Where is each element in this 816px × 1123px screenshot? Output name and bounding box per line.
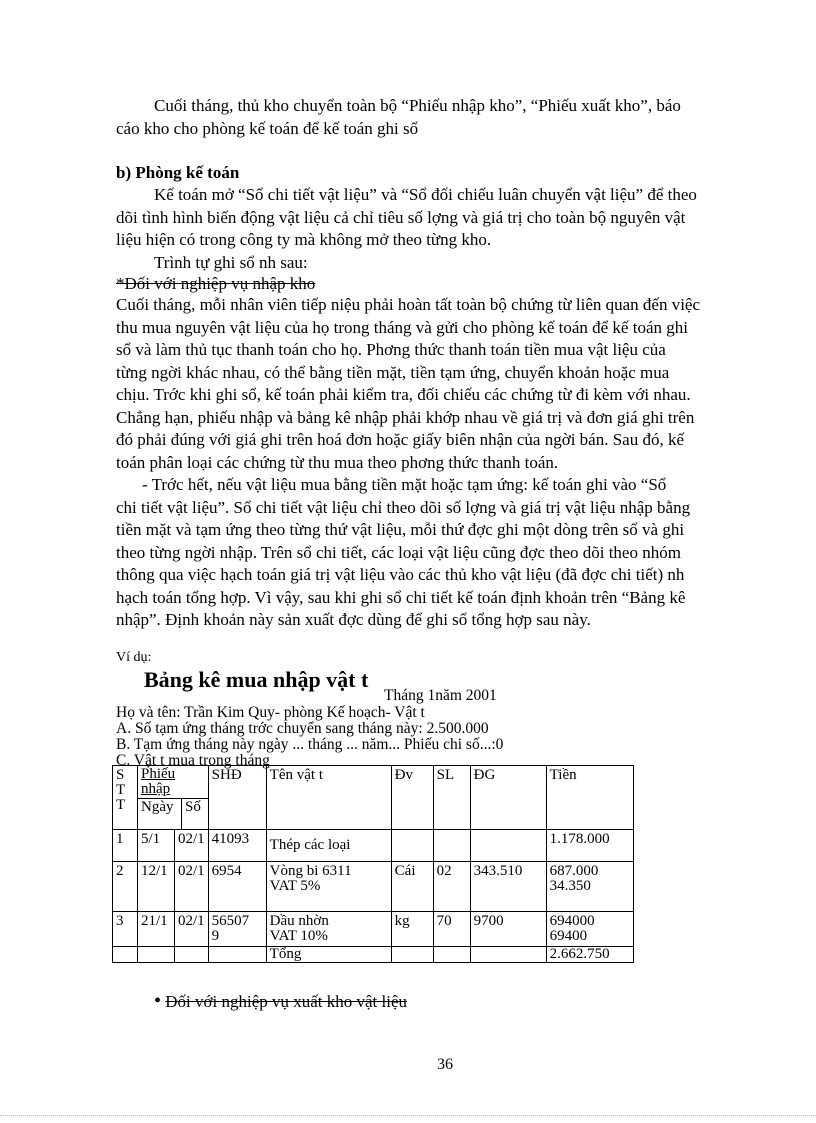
purchase-table	[112, 765, 634, 963]
cell-sl: 02	[433, 862, 470, 912]
header-tien: Tiền	[546, 766, 633, 830]
cell-stt: 3	[113, 912, 138, 947]
para2-line: toán phân loại các chứng từ thu mua theo phơng thức thanh toán.	[116, 452, 559, 472]
line-a: A. Số tạm ứng tháng trớc chuyển sang tháng này: 2.500.000	[116, 720, 489, 737]
page-number: 36	[437, 1056, 453, 1073]
cell-dv	[391, 830, 433, 862]
table-row	[113, 830, 634, 862]
paragraph-3	[116, 474, 778, 632]
section-heading: b) Phòng kế toán	[116, 163, 240, 182]
cell-ten: Dầu nhờn VAT 10%	[266, 912, 391, 947]
header-dg: ĐG	[470, 766, 546, 830]
bullet-icon: •	[154, 990, 162, 1012]
header-ngay: Ngày	[138, 799, 182, 829]
cell-tien: 687.000 34.350	[546, 862, 633, 912]
cell-dv: Cái	[391, 862, 433, 912]
cell-dg	[470, 830, 546, 862]
table-month: Tháng 1năm 2001	[384, 687, 497, 704]
table-header-row	[113, 766, 634, 830]
cell-tien: 1.178.000	[546, 830, 633, 862]
paragraph-2	[116, 294, 778, 474]
para2-line: Chẳng hạn, phiếu nhập và bảng kê nhập phải khớp nhau về giá trị và đơn giá ghi trên	[116, 407, 695, 427]
line-c: C. Vật t mua trong tháng	[116, 752, 270, 769]
cell-stt: 2	[113, 862, 138, 912]
header-ten: Tên vật t	[266, 766, 391, 830]
cell-dg: 343.510	[470, 862, 546, 912]
cell-shd: 6954	[208, 862, 266, 912]
para3-line: hạch toán tổng hợp. Vì vậy, sau khi ghi sổ chi tiết kế toán định khoản trên “Bảng kê	[116, 587, 686, 607]
para3-line: tiền mặt và tạm ứng theo từng thứ vật liệu, mỗi thứ đợc ghi một dòng trên sổ và ghi	[116, 520, 685, 539]
header-dv: Đv	[391, 766, 433, 830]
para3-line: nhập”. Định khoản này sản xuất đợc dùng để ghi sổ tổng hợp sau này.	[116, 610, 591, 629]
name-line: Họ và tên: Trần Kim Quy- phòng Kế hoạch- Vật t	[116, 704, 425, 721]
para2-line: Cuối tháng, mỗi nhân viên tiếp niệu phải hoàn tất toàn bộ chứng từ liên quan đến việc	[116, 295, 701, 314]
subheading-import: *Đối với nghiệp vụ nhập kho	[116, 274, 316, 293]
cell-so: 02/1	[175, 862, 209, 912]
cell-tien: 694000 69400	[546, 912, 633, 947]
para1-line: Kế toán mở “Sổ chi tiết vật liệu” và “Sổ đối chiếu luân chuyển vật liệu” để theo	[154, 185, 697, 204]
table-total-row	[113, 947, 634, 963]
table-title: Bảng kê mua nhập vật t	[144, 667, 369, 692]
cell-ten: Vòng bi 6311 VAT 5%	[266, 862, 391, 912]
paragraph-1	[116, 184, 778, 252]
cell-ngay: 21/1	[138, 912, 175, 947]
header-sl: SL	[433, 766, 470, 830]
para1-line: dõi tình hình biến động vật liệu cả chỉ tiêu số lợng và giá trị cho toàn bộ nguyên vật	[116, 207, 686, 227]
para3-line: chi tiết vật liệu”. Sổ chi tiết vật liệu chỉ theo dõi số lợng và giá trị vật liệu nhập bằng	[116, 497, 691, 517]
para3-line: theo từng ngời nhập. Trên sổ chi tiết, các loại vật liệu cũng đợc theo dõi theo nhóm	[116, 542, 681, 562]
para2-line: chịu. Trớc khi ghi sổ, kế toán phải kiểm tra, đối chiếu các chứng từ đi kèm với nhau.	[116, 385, 691, 404]
cell-sl: 70	[433, 912, 470, 947]
example-label: Ví dụ:	[116, 650, 152, 665]
header-stt: S T T	[113, 766, 138, 830]
para2-line: sổ và làm thủ tục thanh toán cho họ. Phơng thức thanh toán tiền mua vật liệu của	[116, 340, 666, 359]
table-row	[113, 912, 634, 947]
para2-line: đó phải đúng với giá ghi trên hoá đơn hoặc giấy biên nhận của ngời bán. Sau đó, kế	[116, 430, 685, 449]
cell-ten: Thép các loại	[266, 830, 391, 862]
intro-line-2: cáo kho cho phòng kế toán để kế toán ghi sổ	[116, 119, 419, 138]
cell-so: 02/1	[175, 912, 209, 947]
bullet-line	[154, 990, 407, 1013]
para2-line: thu mua nguyên vật liệu của họ trong tháng và gửi cho phòng kế toán để kế toán ghi	[116, 317, 688, 337]
cell-ngay: 12/1	[138, 862, 175, 912]
table-row	[113, 862, 634, 912]
total-label: Tổng	[266, 947, 391, 963]
cell-shd: 56507 9	[208, 912, 266, 947]
header-phieu-nhap: Phiếu nhập Ngày Số	[138, 766, 209, 830]
para3-line: - Trớc hết, nếu vật liệu mua bằng tiền mặt hoặc tạm ứng: kế toán ghi vào “Sổ	[142, 475, 667, 494]
line-b: B. Tạm ứng tháng này ngày ... tháng ... năm... Phiếu chi số...:0	[116, 736, 504, 753]
cell-so: 02/1	[175, 830, 209, 862]
cell-shd: 41093	[208, 830, 266, 862]
intro-line-1: Cuối tháng, thủ kho chuyển toàn bộ “Phiếu nhập kho”, “Phiếu xuất kho”, báo	[154, 96, 681, 115]
header-shd: SHĐ	[208, 766, 266, 830]
para1-line: liệu hiện có trong công ty mà không mở theo từng kho.	[116, 230, 492, 249]
page-bottom-divider	[0, 1115, 816, 1116]
para2-line: từng ngời khác nhau, có thể bằng tiền mặt, tiền tạm ứng, chuyển khoản hoặc mua	[116, 362, 670, 382]
cell-dv: kg	[391, 912, 433, 947]
cell-dg: 9700	[470, 912, 546, 947]
cell-ngay: 5/1	[138, 830, 175, 862]
bullet-text: Đối với nghiệp vụ xuất kho vật liệu	[165, 992, 408, 1011]
header-so: Số	[185, 799, 201, 815]
cell-sl	[433, 830, 470, 862]
total-value: 2.662.750	[546, 947, 633, 963]
para3-line: thông qua việc hạch toán giá trị vật liệu vào các thủ kho vật liệu (đã đợc chi tiết) nh	[116, 565, 685, 584]
cell-stt: 1	[113, 830, 138, 862]
order-line: Trình tự ghi sổ nh sau:	[154, 253, 308, 272]
